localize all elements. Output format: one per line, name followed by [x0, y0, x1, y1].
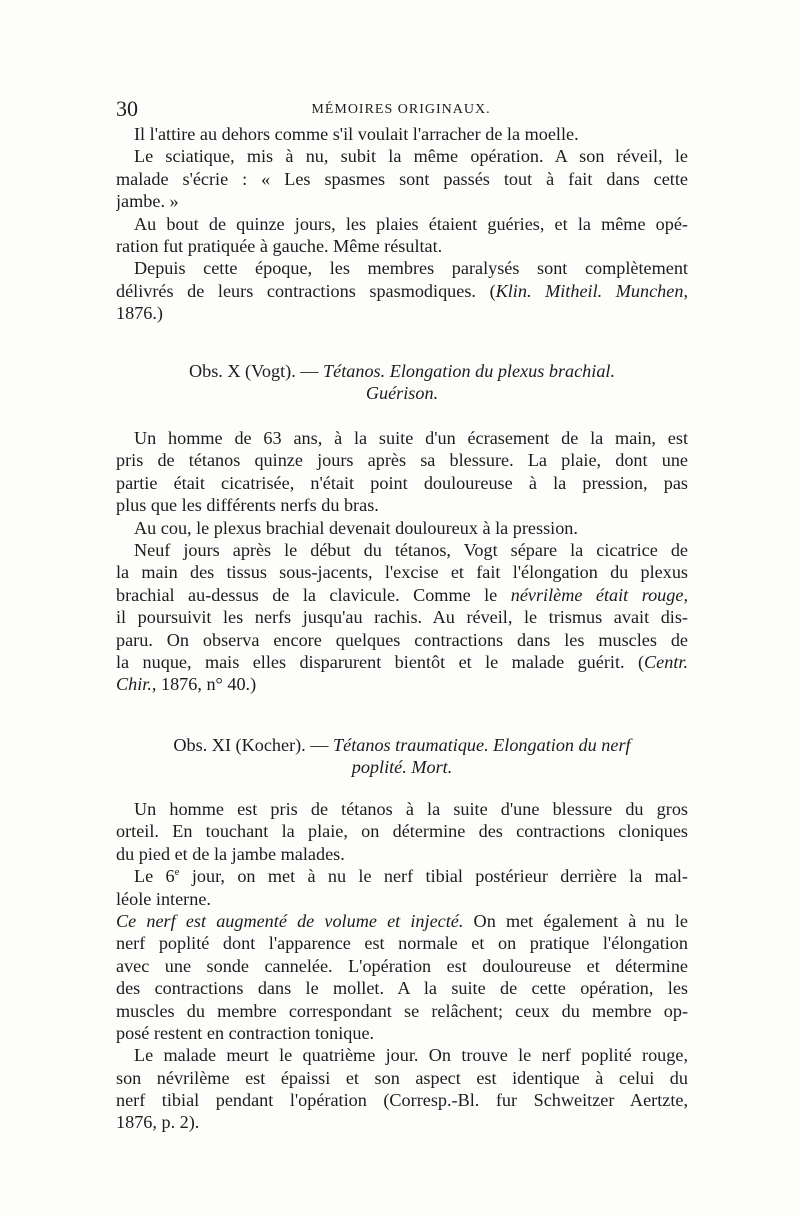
text-segment: brachial au-dessus de la clavicule. Comme le: [116, 584, 511, 605]
text-line: il poursuivit les nerfs jusqu'au rachis. Au réveil, le trismus avait dis-: [116, 607, 688, 628]
text-line: malade s'écrie : « Les spasmes sont passés tout à fait dans cette: [116, 168, 688, 189]
text-line: [116, 651, 688, 673]
superscript: e: [174, 866, 180, 879]
text-line: Neuf jours après le début du tétanos, Vogt sépare la cicatrice de: [134, 539, 688, 560]
observation-label: Obs. XI (Kocher). —: [173, 735, 334, 755]
text-line: nerf tibial pendant l'opération (Corresp.-Bl. fur Schweitzer Aertzte,: [116, 1090, 688, 1111]
citation: Chir.: [116, 674, 152, 695]
text-line: du pied et de la jambe malades.: [116, 843, 345, 864]
text-line: Un homme est pris de tétanos à la suite d'une blessure du gros: [134, 799, 688, 819]
text-line: pris de tétanos quinze jours après sa blessure. La plaie, dont une: [116, 450, 688, 471]
observation-label: Obs. X (Vogt). —: [188, 361, 324, 381]
heading-line: Guérison.: [365, 383, 439, 404]
text-line: la main des tissus sous-jacents, l'excise et fait l'élongation du plexus: [116, 562, 688, 583]
text-line: [116, 673, 688, 695]
text-line: son névrilème est épaissi et son aspect est identique à celui du: [116, 1067, 688, 1088]
text-line: ration fut pratiquée à gauche. Même résultat.: [116, 235, 443, 256]
heading-line: poplité. Mort.: [351, 757, 453, 778]
text-line: Le malade meurt le quatrième jour. On trouve le nerf poplité rouge,: [134, 1045, 688, 1066]
text-segment: jour, on met à nu le nerf tibial postérieur derrière la mal-: [179, 866, 688, 887]
observation-10-heading: [116, 360, 688, 405]
emphasis: Ce nerf est augmenté de volume et injecté.: [116, 910, 464, 931]
text-line: 1876.): [116, 303, 163, 324]
text-line: Au cou, le plexus brachial devenait douloureux à la pression.: [134, 517, 578, 538]
text-line: orteil. En touchant la plaie, on détermine des contractions cloniques: [116, 821, 688, 842]
text-line: [116, 910, 688, 932]
text-line: nerf poplité dont l'apparence est normale et on pratique l'élongation: [116, 933, 688, 954]
text-line: Depuis cette époque, les membres paralysés sont complètement: [134, 258, 688, 279]
citation: Klin. Mitheil. Munchen,: [495, 280, 688, 301]
text-line: jambe. »: [116, 191, 179, 212]
text-line: Le sciatique, mis à nu, subit la même opération. A son réveil, le: [134, 146, 688, 167]
emphasis: névrilème était rouge,: [510, 584, 688, 605]
text-line: [116, 280, 688, 302]
text-line: [116, 865, 688, 887]
heading-line: [116, 360, 688, 382]
text-segment: On met également à nu le: [463, 910, 688, 931]
text-line: avec une sonde cannelée. L'opération est douloureuse et détermine: [116, 955, 688, 976]
text-line: 1876, p. 2).: [116, 1112, 200, 1133]
text-line: Il l'attire au dehors comme s'il voulait l'arracher de la moelle.: [134, 124, 579, 144]
observation-11-heading: [116, 734, 688, 779]
text-line: muscles du membre correspondant se relâchent; ceux du membre op-: [116, 1000, 688, 1021]
observation-10-text: [116, 427, 688, 696]
text-line: paru. On observa encore quelques contractions dans les muscles de: [116, 629, 688, 650]
observation-title: Tétanos traumatique. Elongation du nerf: [333, 735, 631, 755]
text-line: des contractions dans le mollet. A la suite de cette opération, les: [116, 978, 688, 999]
text-line: posé restent en contraction tonique.: [116, 1022, 375, 1043]
text-segment: Le 6: [134, 866, 175, 887]
text-line: [116, 584, 688, 606]
running-title: MÉMOIRES ORIGINAUX.: [311, 102, 491, 117]
text-line: Au bout de quinze jours, les plaies étaient guéries, et la même opé-: [134, 213, 688, 234]
intro-paragraphs: [116, 123, 688, 325]
page-header: [116, 96, 686, 126]
citation: Centr.: [644, 651, 688, 672]
text-segment: la nuque, mais elles disparurent bientôt et le malade guérit. (: [116, 651, 645, 672]
text-line: plus que les différents nerfs du bras.: [116, 495, 379, 516]
text-segment: , 1876, n° 40.): [151, 674, 257, 695]
text-line: partie était cicatrisée, n'était point douloureuse à la pression, pas: [116, 472, 688, 493]
text-line: léole interne.: [116, 888, 211, 909]
observation-11-text: [116, 798, 688, 1134]
text-segment: délivrés de leurs contractions spasmodiques. (: [116, 280, 496, 301]
text-line: Un homme de 63 ans, à la suite d'un écrasement de la main, est: [134, 428, 688, 448]
heading-line: [116, 734, 688, 756]
page-number: 30: [116, 96, 138, 121]
observation-title: Tétanos. Elongation du plexus brachial.: [323, 361, 616, 381]
